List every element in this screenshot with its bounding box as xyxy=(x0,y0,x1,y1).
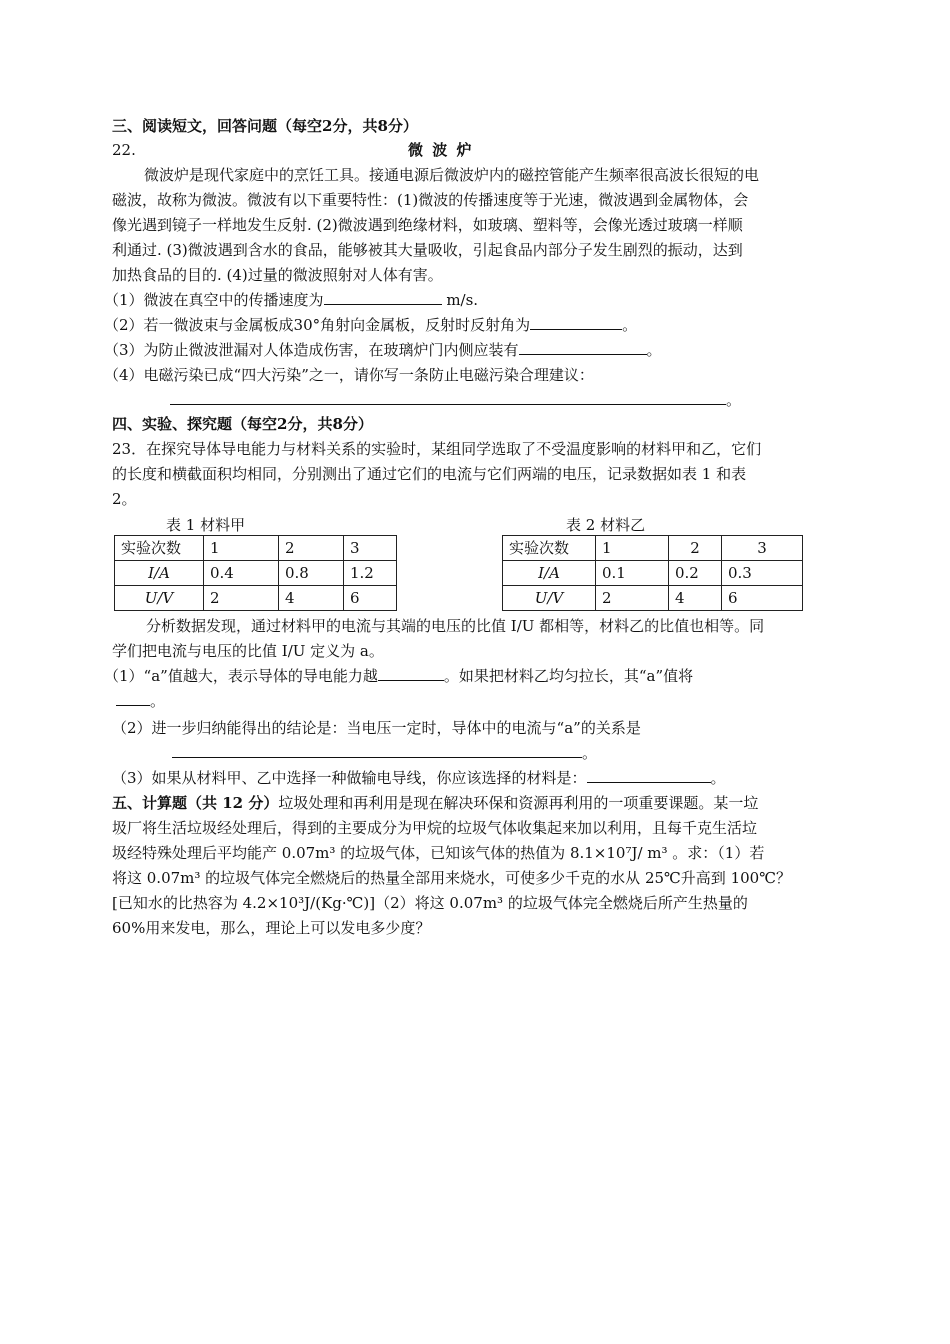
question-text: （1）微波在真空中的传播速度为 xyxy=(104,291,324,309)
problem-line: [已知水的比热容为 4.2×10³J/(Kg·℃)]（2）将这 0.07m³ 的垃圾气体完全燃烧后所产生热量的 xyxy=(112,894,748,912)
table-row xyxy=(503,586,803,611)
table1-caption: 表 1 材料甲 xyxy=(166,516,246,534)
table-cell: 2 xyxy=(669,536,722,561)
question-23-3 xyxy=(112,768,726,788)
paragraph-line: 微波炉是现代家庭中的烹饪工具。接通电源后微波炉内的磁控管能产生频率很高波长很短的电 xyxy=(144,166,760,184)
section4-heading: 四、实验、探究题（每空2分，共8分） xyxy=(112,415,373,433)
answer-blank[interactable] xyxy=(170,390,726,405)
question-22-4: （4）电磁污染已成“四大污染”之一，请你写一条防止电磁污染合理建议： xyxy=(104,366,594,384)
table-row xyxy=(503,536,803,561)
question-22-1 xyxy=(104,290,478,310)
table-cell: U/V xyxy=(115,586,204,611)
table-cell: 3 xyxy=(722,536,803,561)
paragraph-line: 像光遇到镜子一样地发生反射. (2)微波遇到绝缘材料，如玻璃、塑料等，会像光透过玻璃一样顺 xyxy=(112,216,743,234)
question-22-4-answer xyxy=(170,390,741,410)
table-cell: 2 xyxy=(279,536,344,561)
table-cell: I/A xyxy=(115,561,204,586)
problem-line: 将这 0.07m³ 的垃圾气体完全燃烧后的热量全部用来烧水，可使多少千克的水从 25℃升高到 100℃？ xyxy=(112,869,791,887)
end-mark: 。 xyxy=(646,341,662,359)
table-row xyxy=(503,561,803,586)
analysis-line: 学们把电流与电压的比值 I/U 定义为 a。 xyxy=(112,642,384,660)
section3-heading: 三、阅读短文，回答问题（每空2分，共8分） xyxy=(112,117,418,135)
end-mark: 。 xyxy=(622,316,638,334)
table-cell: 1 xyxy=(596,536,669,561)
end-mark: 。 xyxy=(150,692,166,710)
table-cell: 0.2 xyxy=(669,561,722,586)
unit-text: m/s. xyxy=(441,291,479,309)
table-cell: 2 xyxy=(204,586,279,611)
problem-line: 60%用来发电，那么，理论上可以发电多少度？ xyxy=(112,919,431,937)
table2-caption: 表 2 材料乙 xyxy=(566,516,646,534)
table-cell: 3 xyxy=(344,536,397,561)
question-23-2: （2）进一步归纳能得出的结论是：当电压一定时，导体中的电流与“a”的关系是 xyxy=(112,719,641,737)
answer-blank[interactable] xyxy=(378,666,444,681)
table-cell: U/V xyxy=(503,586,596,611)
problem-line: 圾经特殊处理后平均能产 0.07m³ 的垃圾气体，已知该气体的热值为 8.1×10⁷J/ m³ 。求：（1）若 xyxy=(112,844,765,862)
table-cell: 1.2 xyxy=(344,561,397,586)
question-text: （3）如果从材料甲、乙中选择一种做输电导线，你应该选择的材料是： xyxy=(112,769,587,787)
end-mark: 。 xyxy=(582,744,598,762)
answer-blank[interactable] xyxy=(116,691,150,706)
answer-blank[interactable] xyxy=(530,315,622,330)
table-row xyxy=(115,561,397,586)
table-cell: 6 xyxy=(344,586,397,611)
answer-blank[interactable] xyxy=(587,768,711,783)
problem-line: 垃圾处理和再利用是现在解决环保和资源再利用的一项重要课题。某一垃 xyxy=(278,794,759,812)
question-number-22: 22. xyxy=(112,141,136,159)
question-text: （3）为防止微波泄漏对人体造成伤害，在玻璃炉门内侧应装有 xyxy=(104,341,519,359)
table-material-a xyxy=(114,535,397,611)
table-cell: 0.8 xyxy=(279,561,344,586)
analysis-line: 分析数据发现，通过材料甲的电流与其端的电压的比值 I/U 都相等，材料乙的比值也相等。同 xyxy=(146,617,765,635)
table-cell: 0.1 xyxy=(596,561,669,586)
answer-blank[interactable] xyxy=(324,290,442,305)
question-22-3 xyxy=(104,340,662,360)
end-mark: 。 xyxy=(726,391,742,409)
paragraph-line: 利通过. (3)微波遇到含水的食品，能够被其大量吸收，引起食品内部分子发生剧烈的振动，达到 xyxy=(112,241,743,259)
table-cell: 0.4 xyxy=(204,561,279,586)
problem-line: 圾厂将生活垃圾经处理后，得到的主要成分为甲烷的垃圾气体收集起来加以利用，且每千克生活垃 xyxy=(112,819,758,837)
table-cell: 1 xyxy=(204,536,279,561)
table-material-b xyxy=(502,535,803,611)
answer-blank[interactable] xyxy=(172,743,582,758)
question-text: （1）“a”值越大，表示导体的导电能力越 xyxy=(104,667,378,685)
intro-line: 的长度和横截面积均相同，分别测出了通过它们的电流与它们两端的电压，记录数据如表 1 和表 xyxy=(112,465,747,483)
question-text: （2）若一微波束与金属板成30°角射向金属板，反射时反射角为 xyxy=(104,316,531,334)
section5-heading: 五、计算题（共 12 分） xyxy=(112,794,279,812)
answer-blank[interactable] xyxy=(519,340,647,355)
question-23-2-answer xyxy=(172,743,597,763)
intro-line: 2。 xyxy=(112,490,137,508)
end-mark: 。 xyxy=(710,769,726,787)
question-22-2 xyxy=(104,315,637,335)
table-cell: 4 xyxy=(669,586,722,611)
table-row xyxy=(115,536,397,561)
table-cell: 6 xyxy=(722,586,803,611)
article-title: 微 波 炉 xyxy=(408,141,474,159)
table-cell: 实验次数 xyxy=(503,536,596,561)
table-row xyxy=(115,586,397,611)
table-cell: I/A xyxy=(503,561,596,586)
question-23-1 xyxy=(104,666,693,686)
question-23-1-cont xyxy=(116,691,165,711)
paragraph-line: 加热食品的目的. (4)过量的微波照射对人体有害。 xyxy=(112,266,443,284)
table-cell: 实验次数 xyxy=(115,536,204,561)
question-text: 。如果把材料乙均匀拉长，其“a”值将 xyxy=(443,667,694,685)
table-cell: 2 xyxy=(596,586,669,611)
table-cell: 0.3 xyxy=(722,561,803,586)
intro-line: 23．在探究导体导电能力与材料关系的实验时，某组同学选取了不受温度影响的材料甲和乙，它们 xyxy=(112,440,762,458)
table-cell: 4 xyxy=(279,586,344,611)
paragraph-line: 磁波，故称为微波。微波有以下重要特性：(1)微波的传播速度等于光速，微波遇到金属物体，会 xyxy=(112,191,749,209)
section5-first-line xyxy=(112,793,758,813)
